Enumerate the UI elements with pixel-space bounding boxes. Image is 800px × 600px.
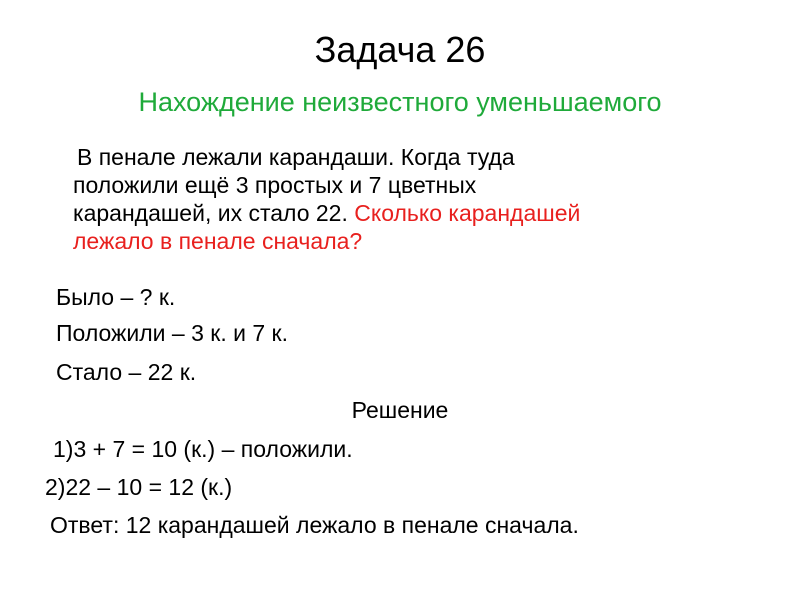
question-text-start: Сколько карандашей (354, 200, 581, 226)
problem-text (65, 143, 755, 255)
slide-subtitle: Нахождение неизвестного уменьшаемого (138, 87, 662, 117)
question-text-end: лежало в пенале сначала? (73, 228, 363, 254)
problem-line-3 (65, 199, 755, 227)
answer-text: Ответ: 12 карандашей лежало в пенале сначала. (50, 512, 579, 538)
solution-step-1: 1)3 + 7 = 10 (к.) – положили. (53, 436, 353, 462)
solution-step-2: 2)22 – 10 = 12 (к.) (45, 474, 233, 500)
problem-line-3-text: карандашей, их стало 22. (73, 200, 355, 226)
slide-title: Задача 26 (314, 29, 486, 70)
problem-line-2: положили ещё 3 простых и 7 цветных (73, 172, 477, 198)
condition-was: Было – ? к. (56, 284, 176, 310)
problem-line-1: В пенале лежали карандаши. Когда туда (77, 144, 515, 170)
condition-became: Стало – 22 к. (56, 359, 197, 385)
condition-added: Положили – 3 к. и 7 к. (56, 320, 288, 346)
solution-heading: Решение (351, 397, 449, 423)
